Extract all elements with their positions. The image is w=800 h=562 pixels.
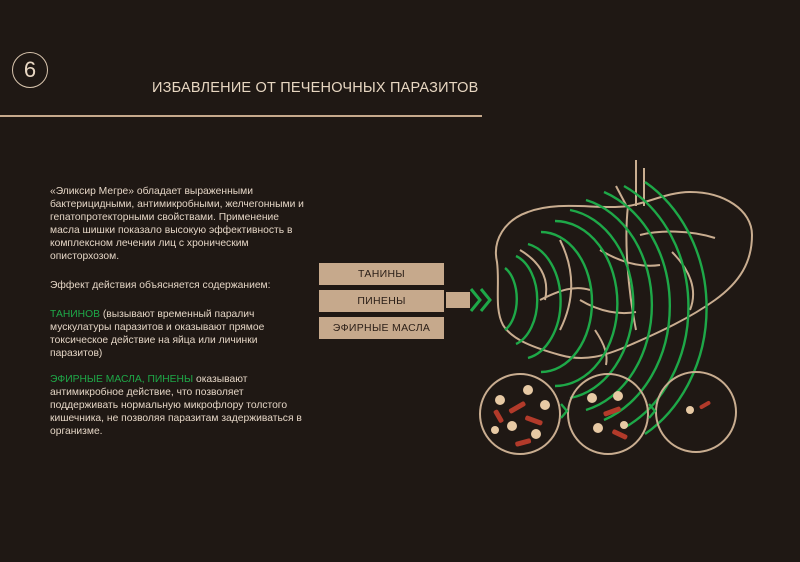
page-title: ИЗБАВЛЕНИЕ ОТ ПЕЧЕНОЧНЫХ ПАРАЗИТОВ [152, 80, 479, 96]
tag-essential-oils: ЭФИРНЫЕ МАСЛА [319, 317, 444, 339]
parasite-sample-heavy-icon [480, 374, 560, 454]
parasite-sample-medium-icon [568, 374, 648, 454]
wave-arcs-icon [505, 182, 707, 434]
tannins-term: ТАНИНОВ [50, 309, 100, 320]
tannins-description: (вызывают временный паралич мускулатуры паразитов и оказывают прямое токсическое действие на яйца или личинки паразитов) [50, 309, 265, 359]
tag-pinenes: ПИНЕНЫ [319, 290, 444, 312]
intro-paragraph: «Эликсир Мегре» обладает выраженными бактерицидными, антимикробными, желчегонными и гепатопротекторными свойствами. Применение масла шишки показало высокую эффективность в комплексном лечении лиц с хроническим описторхозом. [50, 186, 304, 262]
liver-icon [496, 160, 752, 365]
arrow-icon [446, 289, 490, 311]
page-number-badge: 6 [12, 52, 48, 88]
tag-tannins: ТАНИНЫ [319, 263, 444, 285]
oils-description: оказывают антимикробное действие, что позволяет поддерживать нормальную микрофлору толстого кишечника, не позволяя паразитам задерживаться в организме. [50, 374, 302, 437]
oils-term: ЭФИРНЫЕ МАСЛА, ПИНЕНЫ [50, 374, 194, 385]
effect-paragraph: Эффект действия объясняется содержанием: [50, 280, 271, 291]
